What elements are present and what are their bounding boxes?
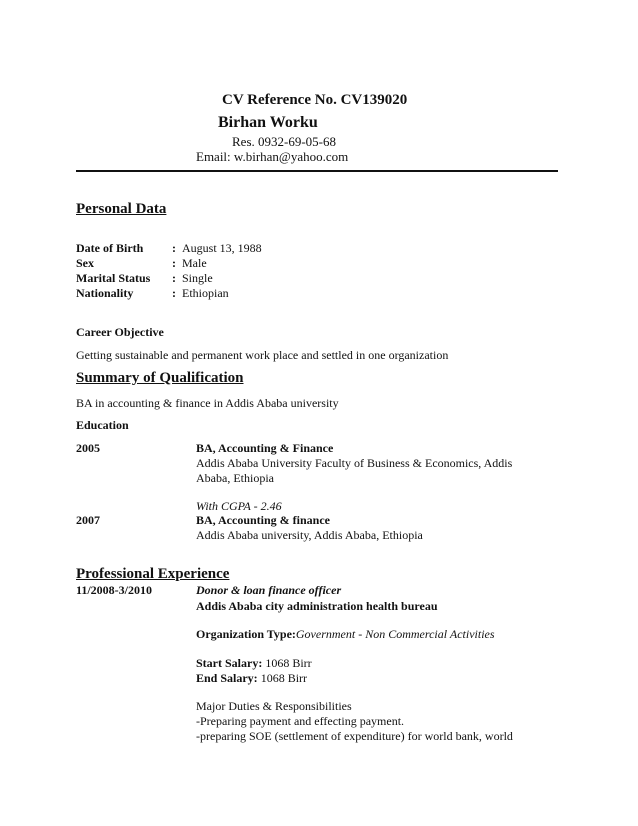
education-cgpa: With CGPA - 2.46	[196, 499, 282, 513]
duty-item: -preparing SOE (settlement of expenditure) for world bank, world	[196, 729, 513, 743]
label-nationality: Nationality	[76, 286, 134, 300]
duties-heading: Major Duties & Responsibilities	[196, 699, 352, 713]
summary-heading: Summary of Qualification	[76, 370, 244, 386]
phone: Res. 0932-69-05-68	[232, 134, 336, 149]
colon: :	[172, 286, 176, 300]
career-objective-heading: Career Objective	[76, 325, 164, 339]
end-salary-label: End Salary:	[196, 671, 258, 685]
start-salary-value: 1068 Birr	[262, 656, 312, 670]
education-heading: Education	[76, 418, 129, 432]
education-year: 2005	[76, 441, 100, 455]
duty-item: -Preparing payment and effecting payment.	[196, 714, 405, 728]
end-salary	[196, 671, 307, 686]
education-school: Addis Ababa University Faculty of Business & Economics, Addis	[196, 456, 513, 470]
career-objective-text: Getting sustainable and permanent work place and settled in one organization	[76, 348, 449, 362]
experience-heading: Professional Experience	[76, 566, 230, 582]
education-year: 2007	[76, 513, 100, 527]
value-marital-status: Single	[182, 271, 213, 285]
experience-employer: Addis Ababa city administration health bureau	[196, 599, 438, 613]
summary-text: BA in accounting & finance in Addis Ababa university	[76, 396, 339, 410]
education-school-cont: Ababa, Ethiopia	[196, 471, 274, 485]
value-date-of-birth: August 13, 1988	[182, 241, 262, 255]
organization-type	[196, 627, 495, 642]
organization-type-label: Organization Type:	[196, 627, 296, 641]
experience-title: Donor & loan finance officer	[196, 583, 342, 597]
value-sex: Male	[182, 256, 207, 270]
value-nationality: Ethiopian	[182, 286, 229, 300]
email: Email: w.birhan@yahoo.com	[196, 149, 349, 164]
label-date-of-birth: Date of Birth	[76, 241, 144, 255]
end-salary-value: 1068 Birr	[257, 671, 308, 685]
education-school: Addis Ababa university, Addis Ababa, Ethiopia	[196, 528, 423, 542]
label-sex: Sex	[76, 256, 94, 270]
header-divider	[76, 170, 558, 172]
start-salary-label: Start Salary:	[196, 656, 263, 670]
colon: :	[172, 256, 176, 270]
experience-period: 11/2008-3/2010	[76, 583, 153, 597]
education-degree: BA, Accounting & Finance	[196, 441, 334, 455]
cv-reference: CV Reference No. CV139020	[222, 92, 408, 108]
label-marital-status: Marital Status	[76, 271, 151, 285]
start-salary	[196, 656, 312, 671]
candidate-name: Birhan Worku	[218, 114, 318, 131]
colon: :	[172, 241, 176, 255]
education-degree: BA, Accounting & finance	[196, 513, 331, 527]
colon: :	[172, 271, 176, 285]
personal-data-heading: Personal Data	[76, 201, 167, 217]
organization-type-value: Government - Non Commercial Activities	[295, 627, 495, 641]
